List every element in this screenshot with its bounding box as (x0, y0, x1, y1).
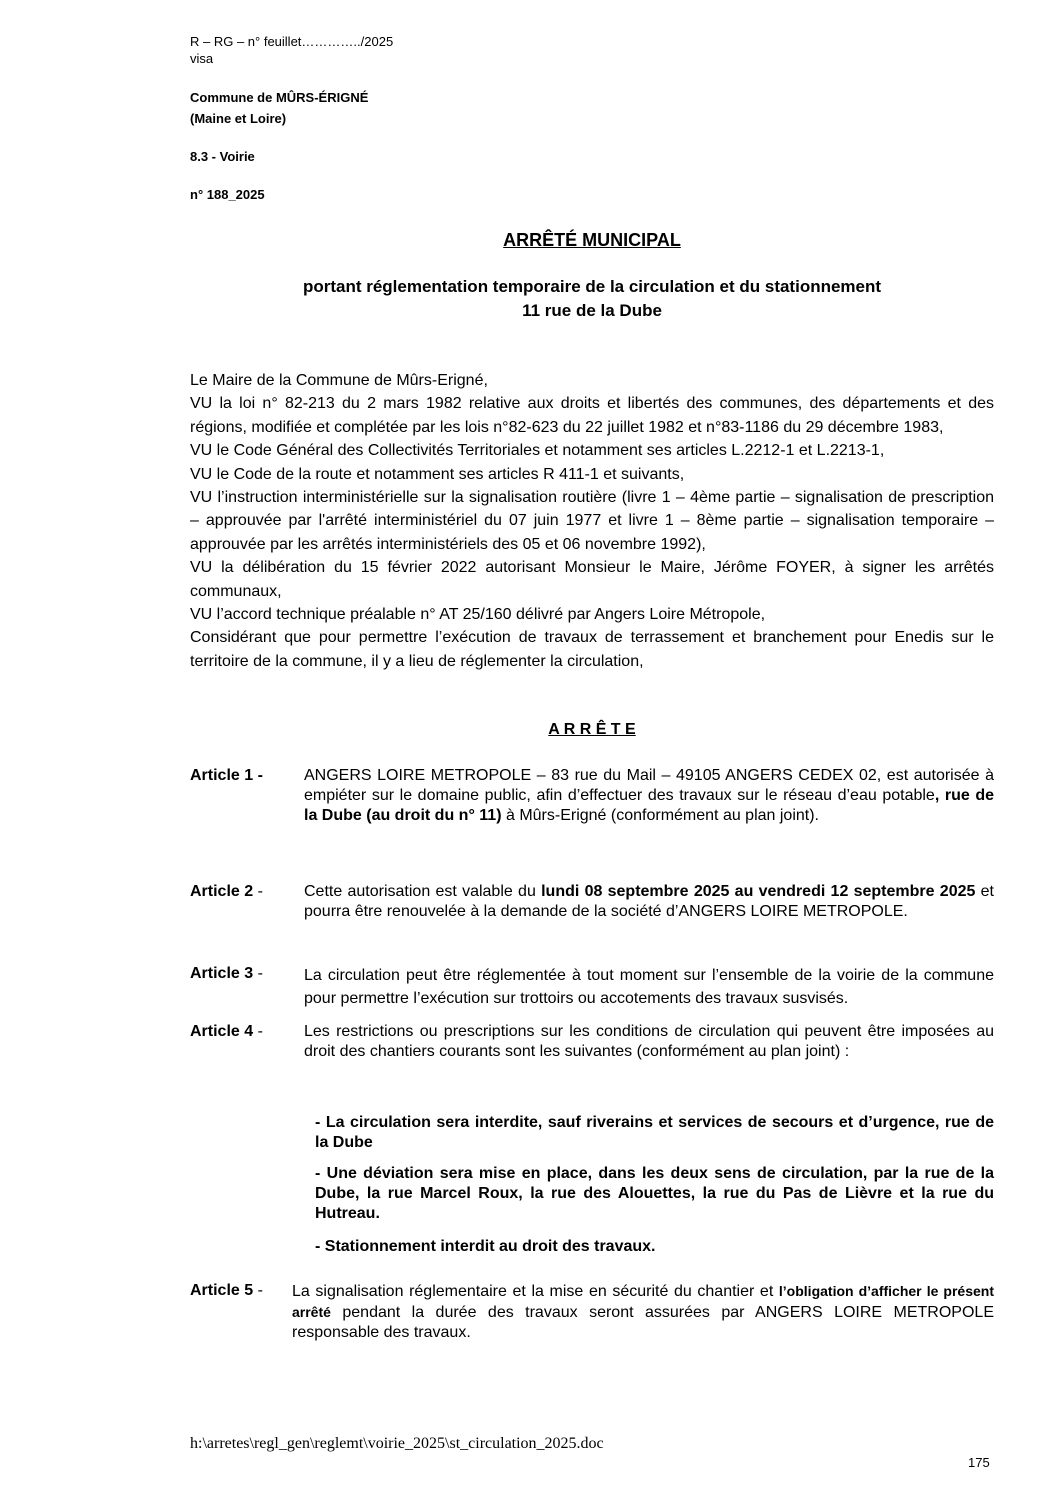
article-1-label: Article 1 - (190, 767, 263, 784)
article-5-label (190, 1281, 263, 1301)
article-3-text (304, 964, 994, 1010)
article-5-text-bold: l’obligation d’afficher le présent arrêté (292, 1283, 994, 1320)
article-4-label (190, 1022, 263, 1042)
preamble-line: VU la délibération du 15 février 2022 autorisant Monsieur le Maire, Jérôme FOYER, à signer les arrêtés communaux, (190, 559, 994, 600)
article-2-text-bold: lundi 08 septembre 2025 au vendredi 12 septembre 2025 (541, 883, 976, 900)
preamble (190, 369, 994, 673)
article-4-text (304, 1022, 994, 1062)
page-title: ARRÊTÉ MUNICIPAL (503, 230, 681, 250)
article-2-text-part: Cette autorisation est valable du (304, 883, 542, 900)
article-5-label-dash: - (253, 1282, 263, 1299)
article-5-text-part: pendant la durée des travaux seront assurées par ANGERS LOIRE METROPOLE responsable des travaux. (292, 1304, 994, 1341)
preamble-line: VU la loi n° 82-213 du 2 mars 1982 relative aux droits et libertés des communes, des départements et des régions, modifiée et complétée par les lois n°82-623 du 22 juillet 1982 et n°83-1186 du 29 décembre 1983, (190, 395, 994, 436)
article-3-label (190, 964, 263, 984)
article-3-label-text: Article 3 (190, 965, 254, 982)
article-4-bullet: - La circulation sera interdite, sauf riverains et services de secours et d’urgence, rue de la Dube (315, 1114, 994, 1151)
article-4-label-text: Article 4 (190, 1023, 254, 1040)
article-2-label (190, 882, 263, 902)
category: 8.3 - Voirie (190, 149, 255, 164)
preamble-line: VU le Code Général des Collectivités Territoriales et notamment ses articles L.2212-1 et L.2213-1, (190, 442, 885, 460)
article-2-text-part: et pourra être renouvelée à la demande de la société d’ANGERS LOIRE METROPOLE. (304, 883, 994, 920)
article-4-bullet: - Une déviation sera mise en place, dans les deux sens de circulation, par la rue de la Dube, la rue Marcel Roux, la rue des Alouettes, la rue du Pas de Lièvre et la rue du Hutreau. (315, 1165, 994, 1222)
preamble-line: VU le Code de la route et notamment ses articles R 411-1 et suivants, (190, 465, 685, 483)
page-number: 175 (968, 1455, 990, 1470)
article-2-label-text: Article 2 (190, 883, 254, 900)
departement: (Maine et Loire) (190, 111, 287, 126)
article-2-text (304, 882, 994, 922)
article-1-text-part: ANGERS LOIRE METROPOLE – 83 rue du Mail – 49105 ANGERS CEDEX 02, est autorisée à empiéter sur le domaine public, afin d’effectuer des travaux sur le réseau d’eau potable (304, 767, 994, 804)
commune-name: Commune de MÛRS-ÉRIGNÉ (190, 90, 369, 105)
preamble-line: VU l’instruction interministérielle sur la signalisation routière (livre 1 – 4ème partie – signalisation de prescription – approuvée par l'arrêté interministériel du 07 juin 1977 et livre 1 – 8ème partie – signalisation temporaire – approuvée par les arrêtés interministériels des 05 et 06 novembre 1992), (190, 489, 994, 553)
arrete-number: n° 188_2025 (190, 187, 265, 202)
article-5-text (292, 1281, 994, 1343)
article-4-label-dash: - (253, 1023, 263, 1040)
article-1-text-bold: , rue de la Dube (au droit du n° 11) (304, 787, 995, 824)
article-5-text-part: La signalisation réglementaire et la mise en sécurité du chantier et (292, 1283, 779, 1300)
article-4-paragraph: Les restrictions ou prescriptions sur les conditions de circulation qui peuvent être imposées au droit des chantiers courants sont les suivantes (conformément au plan joint) : (304, 1023, 994, 1060)
preamble-line: VU l’accord technique préalable n° AT 25/160 délivré par Angers Loire Métropole, (190, 606, 766, 624)
subtitle-line-1: portant réglementation temporaire de la circulation et du stationnement (302, 277, 882, 296)
visa-label: visa (190, 51, 214, 66)
preamble-line: Le Maire de la Commune de Mûrs-Erigné, (190, 372, 488, 389)
article-5-label-text: Article 5 (190, 1282, 254, 1299)
article-3-label-dash: - (253, 965, 263, 982)
article-1-text (304, 766, 994, 826)
feuillet-reference: R – RG – n° feuillet…………../2025 (190, 34, 394, 49)
subtitle (190, 275, 994, 323)
article-4-bullet: - Stationnement interdit au droit des travaux. (315, 1238, 656, 1255)
footer-file-path: h:\arretes\regl_gen\reglemt\voirie_2025\st_circulation_2025.doc (190, 1435, 604, 1452)
article-1-text-part: à Mûrs-Erigné (conformément au plan joint). (501, 807, 819, 824)
arrete-heading: A R R Ê T E (548, 721, 636, 738)
article-2-label-dash: - (253, 883, 263, 900)
preamble-line: Considérant que pour permettre l’exécution de travaux de terrassement et branchement pour Enedis sur le territoire de la commune, il y a lieu de réglementer la circulation, (190, 629, 994, 670)
article-3-paragraph: La circulation peut être réglementée à tout moment sur l’ensemble de la voirie de la commune pour permettre l’exécution sur trottoirs ou accotements des travaux susvisés. (304, 967, 994, 1007)
subtitle-line-2: 11 rue de la Dube (522, 301, 662, 320)
